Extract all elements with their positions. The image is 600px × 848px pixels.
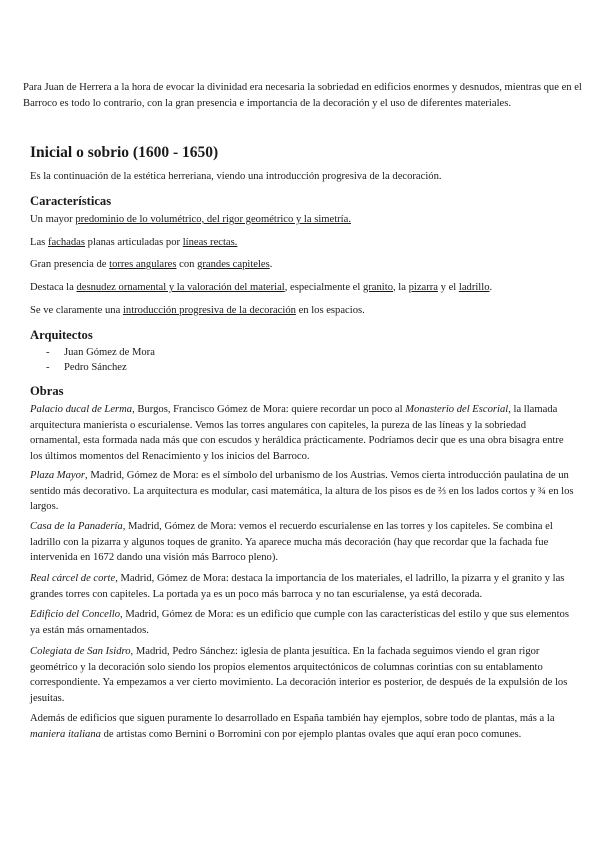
obra-paragraph — [30, 468, 578, 515]
caracteristica-3: Gran presencia de torres angulares con grandes capiteles. — [30, 259, 273, 270]
caracteristica-1: Un mayor predominio de lo volumétrico, del rigor geométrico y la simetría. — [30, 214, 351, 225]
obra-text: de artistas como Bernini o Borromini con por ejemplo plantas ovales que aquí eran poco comunes. — [100, 728, 522, 740]
obra-title: Real cárcel de corte — [30, 573, 116, 584]
list-item: - Pedro Sánchez — [46, 361, 127, 373]
obra-paragraph — [30, 519, 578, 566]
caracteristica-5: Se ve claramente una introducción progresiva de la decoración en los espacios. — [30, 305, 365, 316]
arquitectos-heading: Arquitectos — [30, 328, 93, 342]
obra-text: , Burgos, Francisco Gómez de Mora: quiere recordar un poco al — [132, 404, 406, 415]
obra-title: Colegiata de San Isidro — [30, 646, 131, 657]
obra-title: Plaza Mayor — [30, 470, 86, 481]
list-item: - Juan Gómez de Mora — [46, 347, 155, 358]
obra-title: Monasterio del Escorial — [405, 404, 509, 415]
obra-paragraph — [30, 571, 578, 602]
caracteristica-2: Las fachadas planas articuladas por líneas rectas. — [30, 237, 238, 248]
obra-text: , Madrid, Gómez de Mora: es el símbolo del urbanismo de los Austrias. Vemos cierta introducción paulatina de un sentido más decorativo. La arquitectura es modular, casi matemática, la altura de los pisos es de ⅔ en los lados cortos y ¾ en los largos. — [30, 470, 574, 512]
obra-text: , Madrid, Gómez de Mora: vemos el recuerdo escurialense en las torres y los capiteles. Se combina el ladrillo con la pizarra y algunos toques de granito. Ya aparece mucha más decoración (hay que recordar que la fachada fue intervenida en 1672 dando una visión más Barroco pleno). — [30, 521, 553, 563]
obra-paragraph — [30, 402, 578, 464]
obra-title: Edificio del Concello — [30, 609, 121, 620]
obra-paragraph — [30, 711, 578, 742]
caracteristica-4: Destaca la desnudez ornamental y la valoración del material, especialmente el granito, la pizarra y el ladrillo. — [30, 282, 493, 293]
obra-text: , la llamada arquitectura manierista o escurialense. Vemos las torres angulares con capiteles, la pureza de las líneas y la sobriedad ornamental, esta formada nada más que con escudos y heráldica prácticamente. Podríamos decir que es una obra bisagra entre los últimos momentos del Renacimiento y los inicios del Barroco. — [30, 404, 564, 462]
obra-title: maniera italiana — [30, 728, 101, 740]
obra-paragraph — [30, 644, 578, 706]
caracteristicas-heading: Características — [30, 194, 112, 208]
obra-title: Casa de la Panadería — [30, 521, 123, 532]
obra-text: , Madrid, Gómez de Mora: destaca la importancia de los materiales, el ladrillo, la pizarra y el granito y las grandes torres con capiteles. La portada ya es un poco más barroca y no tan escurialense, ya está decorada. — [30, 573, 565, 600]
obra-paragraph — [30, 607, 578, 638]
obra-text: , Madrid, Pedro Sánchez: iglesia de planta jesuítica. En la fachada seguimos viendo el gran rigor geométrico y la decoración solo siendo los propios elementos arquitectónicos de columnas corintias con su entablamento correspondiente. Ya empezamos a ver cierto movimiento. La decoración interior es posterior, de después de la expulsión de los jesuitas. — [30, 646, 568, 704]
intro-paragraph: Para Juan de Herrera a la hora de evocar la divinidad era necesaria la sobriedad en edificios enormes y desnudos, mientras que en el Barroco es todo lo contrario, con la gran presencia e importancia de la decoración y el uso de diferentes materiales. — [23, 82, 582, 109]
obra-text: , Madrid, Gómez de Mora: es un edificio que cumple con las características del estilo y que sus elementos ya están más ornamentados. — [30, 609, 569, 636]
arquitectos-list — [46, 346, 155, 375]
obras-heading: Obras — [30, 384, 64, 398]
section-title: Inicial o sobrio (1600 - 1650) — [30, 144, 219, 161]
obra-title: Palacio ducal de Lerma — [30, 404, 133, 415]
obra-text: Además de edificios que siguen puramente lo desarrollado en España también hay ejemplos, sobre todo de plantas, más a la — [30, 713, 555, 724]
section-description: Es la continuación de la estética herreriana, viendo una introducción progresiva de la decoración. — [30, 171, 442, 182]
